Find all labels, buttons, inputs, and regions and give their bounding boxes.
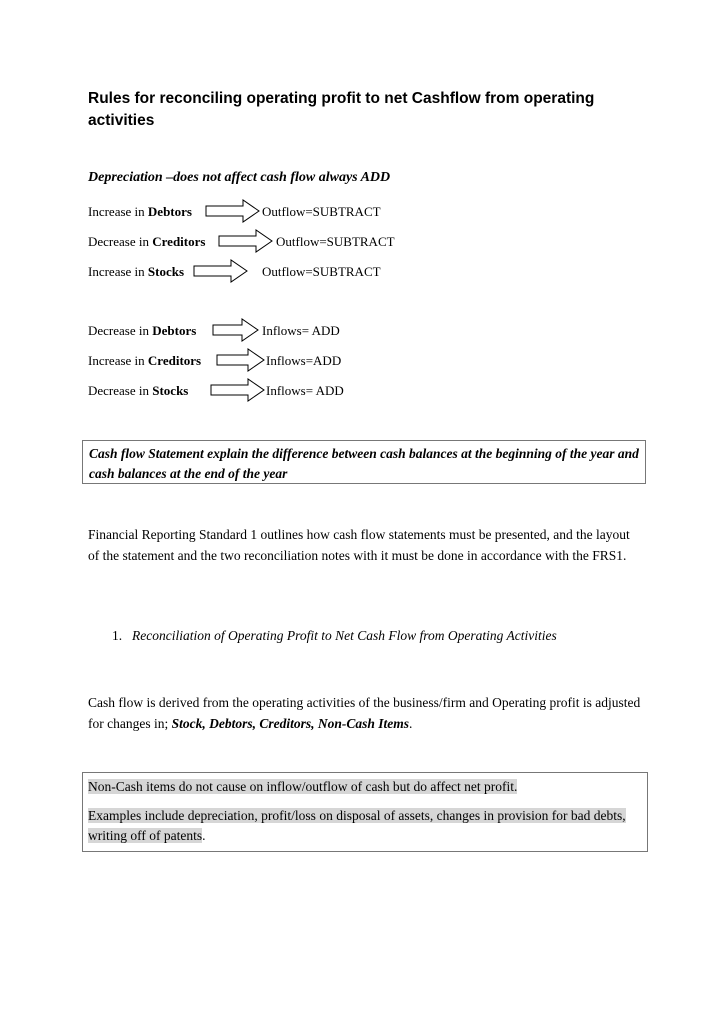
page-title: Rules for reconciling operating profit to net Cashflow from operating activities bbox=[88, 90, 595, 129]
rule-result-outflow: Outflow=SUBTRACT bbox=[276, 234, 395, 249]
depreciation-heading: Depreciation –does not affect cash flow always ADD bbox=[88, 170, 391, 185]
right-arrow-icon bbox=[210, 378, 266, 402]
rule-decrease-stocks: Decrease in Stocks bbox=[88, 383, 189, 398]
cash-flow-statement-box: Cash flow Statement explain the difference between cash balances at the beginning of the year and cash balances at the end of the year bbox=[82, 440, 646, 484]
rule-increase-debtors: Increase in Debtors bbox=[88, 204, 192, 219]
rule-result-inflow: Inflows= ADD bbox=[262, 323, 340, 338]
right-arrow-icon bbox=[216, 348, 266, 372]
non-cash-definition: Non-Cash items do not cause on inflow/outflow of cash but do affect net profit. bbox=[88, 779, 518, 794]
non-cash-examples: Examples include depreciation, profit/loss on disposal of assets, changes in provision for bad debts, writing off of patents bbox=[88, 807, 626, 843]
right-arrow-icon bbox=[193, 259, 249, 283]
frs-paragraph: Financial Reporting Standard 1 outlines how cash flow statements must be presented, and the layout of the statement and the two reconciliation notes with it must be done in accordance with the FRS1. bbox=[88, 527, 630, 563]
rule-result-inflow: Inflows= ADD bbox=[266, 383, 344, 398]
rule-decrease-debtors: Decrease in Debtors bbox=[88, 323, 197, 338]
rule-result-outflow: Outflow=SUBTRACT bbox=[262, 264, 381, 279]
rule-result-outflow: Outflow=SUBTRACT bbox=[262, 204, 381, 219]
rule-decrease-creditors: Decrease in Creditors bbox=[88, 234, 206, 249]
right-arrow-icon bbox=[205, 199, 261, 223]
rule-increase-creditors: Increase in Creditors bbox=[88, 353, 202, 368]
right-arrow-icon bbox=[218, 229, 274, 253]
rule-increase-stocks: Increase in Stocks bbox=[88, 264, 185, 279]
right-arrow-icon bbox=[212, 318, 260, 342]
list-number: 1. bbox=[112, 628, 123, 643]
cash-flow-paragraph: Cash flow is derived from the operating activities of the business/firm and Operating profit is adjusted for changes in; Stock, Debtors, Creditors, Non-Cash Items. bbox=[88, 695, 641, 731]
list-item bbox=[112, 628, 557, 644]
rule-result-inflow: Inflows=ADD bbox=[266, 353, 342, 368]
non-cash-items-box: Non-Cash items do not cause on inflow/outflow of cash but do affect net profit. Examples include depreciation, profit/loss on disposal of assets, changes in provision for bad debts, writing off of patents. bbox=[82, 772, 648, 852]
adjusted-items-emphasis: Stock, Debtors, Creditors, Non-Cash Items bbox=[171, 715, 410, 731]
list-item-text: Reconciliation of Operating Profit to Net Cash Flow from Operating Activities bbox=[132, 628, 557, 643]
